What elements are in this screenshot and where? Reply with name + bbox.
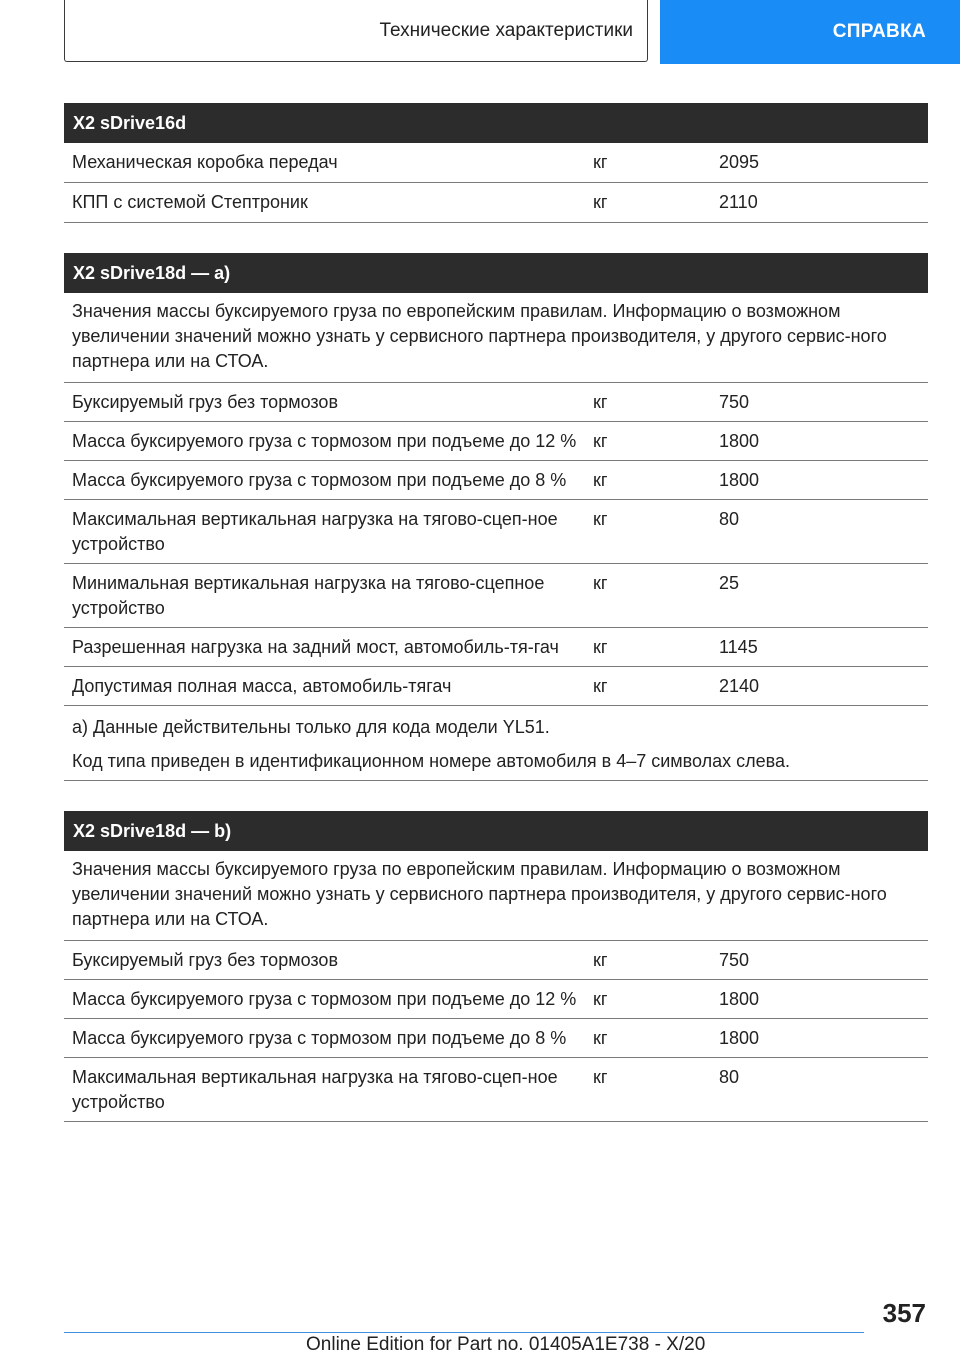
footnote: Код типа приведен в идентификационном номере автомобиля в 4–7 символах слева. [72,751,791,771]
row-label: КПП с системой Стептроник [72,192,308,212]
block-note: Значения массы буксируемого груза по европейским правилам. Информацию о возможном увеличении значений можно узнать у сервисного партнера производителя, у другого сервис-ного партнера или на СТОА. [64,851,928,941]
row-value: 1800 [719,989,760,1009]
section-header-tab [64,0,648,62]
block-title: X2 sDrive18d — a) [64,253,928,293]
row-unit: кг [593,431,608,451]
spec-content [64,103,928,1152]
row-unit: кг [593,676,608,696]
row-value: 80 [719,509,740,529]
page-number: 357 [882,1298,926,1328]
block-title: X2 sDrive16d [64,103,928,143]
footer-divider [64,1332,864,1333]
block-title: X2 sDrive18d — b) [64,811,928,851]
table-row [64,667,928,706]
spec-block-sdrive18d-a [64,253,928,781]
row-value: 2095 [719,152,760,172]
spec-block-sdrive18d-b [64,811,928,1122]
row-label: Механическая коробка передач [72,152,338,172]
row-unit: кг [593,573,608,593]
row-unit: кг [593,470,608,490]
row-label: Разрешенная нагрузка на задний мост, автомобиль-тя-гач [72,637,559,657]
table-row [64,422,928,461]
spec-block-sdrive16d [64,103,928,223]
row-label: Максимальная вертикальная нагрузка на тягово-сцеп-ное устройство [72,1067,558,1112]
table-row [64,183,928,223]
row-value: 80 [719,1067,740,1087]
row-unit: кг [593,637,608,657]
row-value: 1800 [719,431,760,451]
footnotes [64,706,928,781]
row-unit: кг [593,509,608,529]
row-label: Масса буксируемого груза с тормозом при подъеме до 12 % [72,431,577,451]
row-value: 25 [719,573,740,593]
table-row [64,383,928,422]
table-row [64,143,928,183]
table-row [64,461,928,500]
row-value: 750 [719,392,750,412]
table-row [64,628,928,667]
row-unit: кг [593,192,608,212]
chapter-label: СПРАВКА [832,21,926,42]
row-value: 750 [719,950,750,970]
table-row [64,564,928,628]
block-note: Значения массы буксируемого груза по европейским правилам. Информацию о возможном увеличении значений можно узнать у сервисного партнера производителя, у другого сервис-ного партнера или на СТОА. [64,293,928,383]
row-value: 1145 [719,637,758,657]
row-label: Допустимая полная масса, автомобиль-тягач [72,676,452,696]
row-unit: кг [593,1067,608,1087]
chapter-tab[interactable] [660,0,960,64]
row-unit: кг [593,392,608,412]
table-row [64,941,928,980]
row-label: Буксируемый груз без тормозов [72,950,339,970]
table-row [64,1019,928,1058]
row-label: Масса буксируемого груза с тормозом при подъеме до 12 % [72,989,577,1009]
row-label: Буксируемый груз без тормозов [72,392,339,412]
row-unit: кг [593,950,608,970]
table-row [64,980,928,1019]
row-value: 2110 [719,192,758,212]
table-row [64,1058,928,1122]
row-value: 1800 [719,470,760,490]
footnote: a) Данные действительны только для кода модели YL51. [72,717,550,737]
row-unit: кг [593,152,608,172]
row-label: Масса буксируемого груза с тормозом при подъеме до 8 % [72,1028,567,1048]
row-value: 1800 [719,1028,760,1048]
row-unit: кг [593,989,608,1009]
section-title: Технические характеристики [379,19,633,41]
row-value: 2140 [719,676,760,696]
table-row [64,500,928,564]
row-label: Минимальная вертикальная нагрузка на тягово-сцепное устройство [72,573,545,618]
row-unit: кг [593,1028,608,1048]
edition-footer: Online Edition for Part no. 01405A1E738 - X/20 [306,1334,706,1355]
row-label: Максимальная вертикальная нагрузка на тягово-сцеп-ное устройство [72,509,558,554]
row-label: Масса буксируемого груза с тормозом при подъеме до 8 % [72,470,567,490]
